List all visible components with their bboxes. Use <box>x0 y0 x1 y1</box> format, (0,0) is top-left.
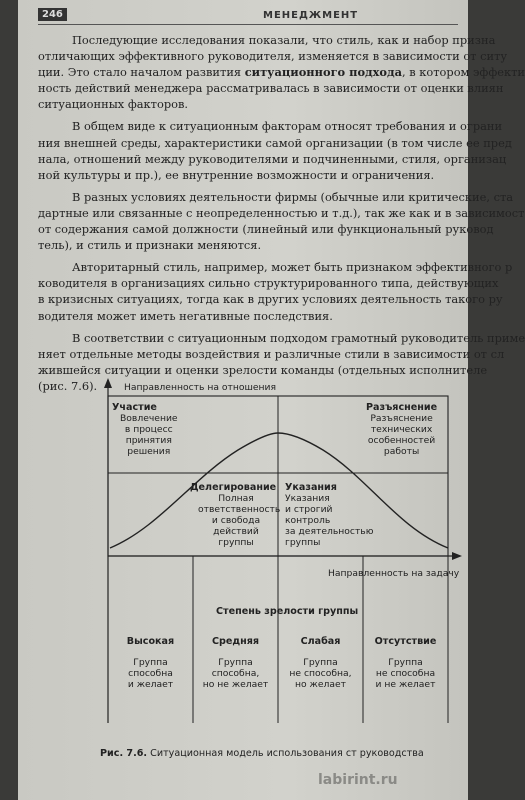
quadrant-delegation <box>190 482 281 548</box>
maturity-level-text: и желает <box>127 679 174 690</box>
maturity-level-title: Отсутствие <box>374 636 437 647</box>
maturity-level-text: Группа <box>303 657 338 668</box>
caption-text: Ситуационная модель использования ст <box>150 748 357 759</box>
text-line: ситуационных факторов. <box>38 97 189 112</box>
text-line: В разных условиях деятельности фирмы (обычные или критические, ста <box>72 189 514 204</box>
maturity-level-title: Средняя <box>211 636 260 647</box>
quadrant-text: решения <box>127 446 171 457</box>
text-line: нала, отношений между руководителями и подчиненными, стиля, организац <box>38 151 507 166</box>
maturity-level-text: но не желает <box>202 679 269 690</box>
paragraph-3 <box>38 189 525 253</box>
quadrant-text: в процесс <box>124 424 173 435</box>
text-line: Последующие исследования показали, что стиль, как и набор призна <box>72 33 496 47</box>
maturity-level-high <box>108 636 193 690</box>
text-line: В общем виде к ситуационным факторам относят требования и ограни <box>72 119 503 134</box>
maturity-level-text: не способна, <box>289 668 352 679</box>
x-axis-label: Направленность на задачу <box>328 568 460 579</box>
y-axis-label: Направленность на отношения <box>124 382 277 393</box>
maturity-level-title: Высокая <box>126 636 175 647</box>
quadrant-title: Разъяснение <box>366 402 438 413</box>
text-line: ции. Это стало началом развития ситуационного подхода, в котором эффекти <box>38 65 525 80</box>
quadrant-text: группы <box>218 537 254 548</box>
text-line: ность действий менеджера рассматривалась в зависимости от оценки влиян <box>38 81 504 96</box>
paragraph-4 <box>38 259 513 323</box>
quadrant-text: группы <box>285 537 321 548</box>
text-line: В соответствии с ситуационным подходом грамотный руководитель приме <box>72 330 525 345</box>
page-number: 246 <box>38 8 67 21</box>
text-line: Авторитарный стиль, например, может быть признаком эффективного р <box>72 260 513 275</box>
maturity-level-text: способна <box>128 668 173 679</box>
text-line: тель), и стиль и признаки меняются. <box>38 238 262 253</box>
text-line: ния внешней среды, характеристики самой организации (в том числе ее пред <box>38 135 512 150</box>
body-text <box>38 32 525 400</box>
watermark: labirint.ru <box>318 772 398 788</box>
quadrant-title: Делегирование <box>190 482 277 493</box>
quadrant-text: Указания <box>285 493 330 504</box>
quadrant-explanation <box>366 402 437 457</box>
text-line: ной культуры и пр.), ее внутренние возможности и ограничения. <box>38 167 435 182</box>
maturity-level-text: и не желает <box>375 679 436 690</box>
maturity-level-title: Слабая <box>300 636 341 647</box>
quadrant-text: и свобода <box>211 515 261 526</box>
text-line: водителя может иметь негативные последствия. <box>38 308 333 323</box>
quadrant-text: действий <box>213 526 259 537</box>
situational-model-diagram <box>98 378 478 743</box>
maturity-level-low <box>278 636 363 690</box>
quadrant-text: Полная <box>218 493 254 504</box>
quadrant-text: Разъяснение <box>370 413 433 424</box>
book-page <box>18 0 525 800</box>
text-line: (рис. 7.6). <box>38 378 98 393</box>
text-line: от содержания самой должности (линейный или функциональный руковод <box>38 222 494 237</box>
quadrant-text: за деятельностью <box>285 526 374 537</box>
paragraph-1 <box>38 32 525 112</box>
figure-caption <box>100 748 424 759</box>
quadrant-directing <box>285 482 373 548</box>
maturity-level-text: не способна <box>375 668 436 679</box>
quadrant-participation <box>112 402 178 457</box>
quadrant-title: Указания <box>285 482 337 493</box>
maturity-level-none <box>363 636 448 690</box>
caption-label: Рис. 7.6. <box>100 748 148 759</box>
caption-text-end: руководства <box>359 748 424 759</box>
running-header <box>38 10 458 25</box>
maturity-level-text: способна, <box>211 668 260 679</box>
text-line: ководителя в организациях сильно структурированного типа, действующих <box>38 276 499 291</box>
quadrant-text: технических <box>370 424 433 435</box>
quadrant-title: Участие <box>112 402 157 413</box>
quadrant-text: ответственность <box>198 504 281 515</box>
maturity-level-text: но желает <box>295 679 346 690</box>
maturity-title: Степень зрелости группы <box>216 606 359 617</box>
paragraph-2 <box>38 118 512 182</box>
maturity-level-medium <box>193 636 278 690</box>
maturity-level-text: Группа <box>218 657 253 668</box>
quadrant-text: работы <box>383 446 420 457</box>
text-line: дартные или связанные с неопределенностью и т.д.), так же как и в зависимост <box>38 205 525 220</box>
maturity-level-text: Группа <box>133 657 168 668</box>
text-line: жившейся ситуации и оценки зрелости команды (отдельных исполнителе <box>38 362 488 377</box>
quadrant-text: контроль <box>285 515 331 526</box>
text-line: в кризисных ситуациях, тогда как в других условиях деятельность такого ру <box>38 292 503 307</box>
section-title: МЕНЕДЖМЕНТ <box>263 10 359 21</box>
text-line: отличающих эффективного руководителя, изменяется в зависимости от ситу <box>38 49 508 64</box>
quadrant-text: особенностей <box>367 435 436 446</box>
quadrant-text: принятия <box>125 435 172 446</box>
text-line: няет отдельные методы воздействия и различные стили в зависимости от сл <box>38 346 505 361</box>
quadrant-text: и строгий <box>285 504 333 515</box>
bold-term: ситуационного подхода <box>244 65 402 80</box>
quadrant-text: Вовлечение <box>120 413 178 424</box>
maturity-level-text: Группа <box>388 657 423 668</box>
